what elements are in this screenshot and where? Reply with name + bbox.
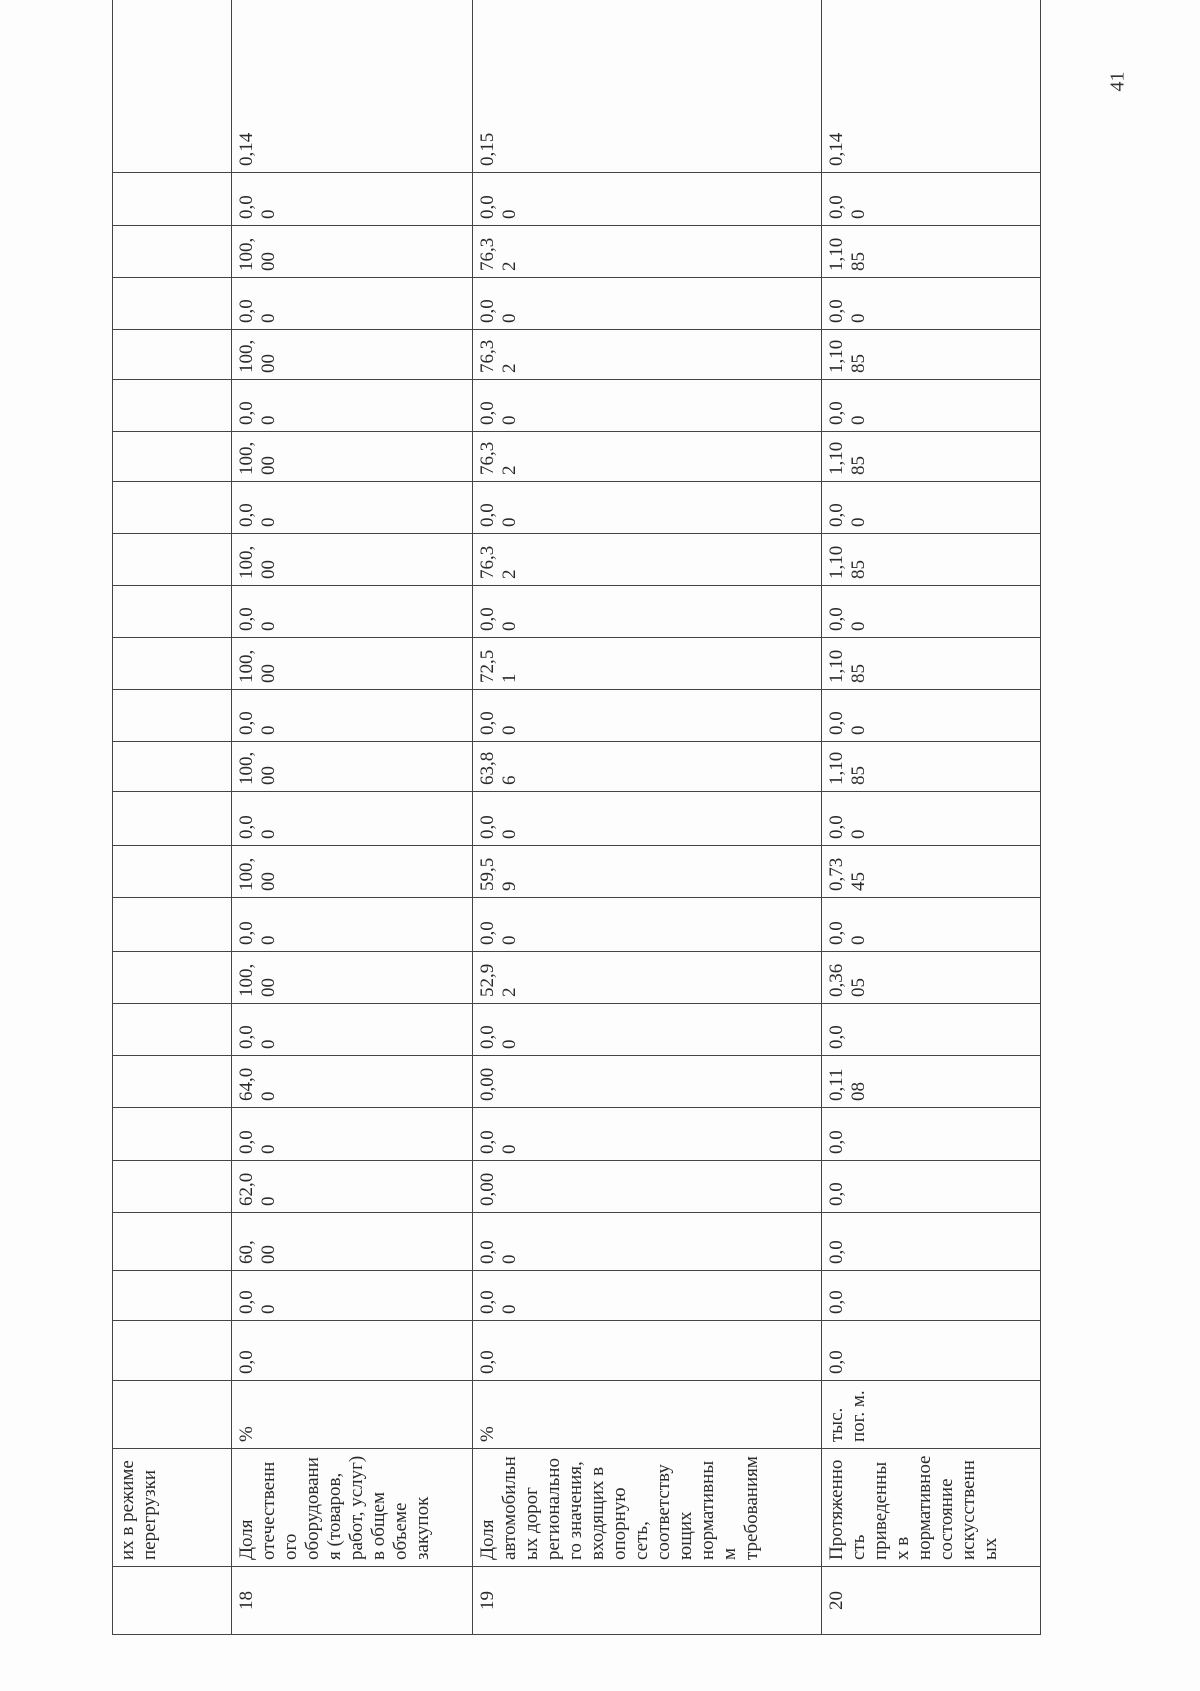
- value-cell: 0,14: [822, 0, 1041, 173]
- values-cell: [113, 1056, 232, 1108]
- value-cell: 59,5 9: [473, 846, 822, 898]
- values-cell: [113, 226, 232, 278]
- value-cell: 0,0 0: [232, 792, 473, 846]
- table-row: [473, 0, 822, 1635]
- values-cell: [113, 380, 232, 432]
- value-cell: 0,0 0: [473, 278, 822, 330]
- value-cell: 0,0 0: [473, 792, 822, 846]
- value-cell: 0,0: [822, 1321, 1041, 1381]
- values-cell: [113, 638, 232, 690]
- value-cell: 0,0: [822, 1271, 1041, 1321]
- value-cell: 0,0: [822, 1161, 1041, 1213]
- value-cell: 0,0: [822, 1004, 1041, 1056]
- value-cell: 0,0 0: [822, 380, 1041, 432]
- values-cell: [113, 1108, 232, 1161]
- value-cell: 0,0 0: [473, 898, 822, 952]
- value-cell: 1,10 85: [822, 638, 1041, 690]
- value-cell: 0,0 0: [232, 586, 473, 638]
- value-cell: 0,0 0: [473, 586, 822, 638]
- value-cell: 0,0 0: [473, 380, 822, 432]
- rotated-table-container: [112, 0, 1041, 1635]
- value-cell: 0,0 0: [822, 173, 1041, 226]
- values-cell: [113, 742, 232, 792]
- row-index-cell: 20: [822, 1567, 1041, 1635]
- values-cell: [113, 690, 232, 742]
- value-cell: 100, 00: [232, 534, 473, 586]
- values-cell: [113, 534, 232, 586]
- value-cell: 0,14: [232, 0, 473, 173]
- unit-cell: тыс. пог. м.: [822, 1381, 1041, 1449]
- page-number: 41: [1106, 71, 1129, 92]
- value-cell: 0,0 0: [232, 278, 473, 330]
- values-cell: [113, 846, 232, 898]
- value-cell: 0,15: [473, 0, 822, 173]
- unit-cell: %: [473, 1381, 822, 1449]
- values-cell: [113, 432, 232, 482]
- value-cell: 0,00: [473, 1161, 822, 1213]
- value-cell: 0,0 0: [822, 586, 1041, 638]
- value-cell: 100, 00: [232, 846, 473, 898]
- value-cell: 0,0 0: [473, 173, 822, 226]
- values-cell: [113, 173, 232, 226]
- values-cell: [113, 278, 232, 330]
- values-cell: [113, 482, 232, 534]
- value-cell: 0,0 0: [822, 898, 1041, 952]
- value-cell: 0,0 0: [232, 1004, 473, 1056]
- values-cell: [113, 898, 232, 952]
- table-row: [822, 0, 1041, 1635]
- value-cell: 100, 00: [232, 226, 473, 278]
- value-cell: 1,10 85: [822, 432, 1041, 482]
- value-cell: 63,8 6: [473, 742, 822, 792]
- value-cell: 100, 00: [232, 432, 473, 482]
- value-cell: 0,0 0: [232, 482, 473, 534]
- value-cell: 0,0 0: [473, 1213, 822, 1271]
- value-cell: 0,0 0: [232, 380, 473, 432]
- value-cell: 100, 00: [232, 330, 473, 380]
- values-cell: [113, 1271, 232, 1321]
- value-cell: 60, 00: [232, 1213, 473, 1271]
- value-cell: 100, 00: [232, 742, 473, 792]
- value-cell: 0,0 0: [473, 1271, 822, 1321]
- row-index-cell: 18: [232, 1567, 473, 1635]
- values-cell: [113, 586, 232, 638]
- value-cell: 0,73 45: [822, 846, 1041, 898]
- index-cell: [113, 1567, 232, 1635]
- value-cell: 0,0 0: [822, 482, 1041, 534]
- value-cell: 0,0: [822, 1108, 1041, 1161]
- value-cell: 1,10 85: [822, 742, 1041, 792]
- value-cell: 1,10 85: [822, 226, 1041, 278]
- value-cell: 0,0 0: [822, 690, 1041, 742]
- value-cell: 0,00: [473, 1056, 822, 1108]
- values-cell: [113, 1004, 232, 1056]
- value-cell: 1,10 85: [822, 534, 1041, 586]
- indicator-name-cell: Протяженность приведенных в нормативное состояние искусственных: [822, 1449, 1041, 1567]
- value-cell: 0,0 0: [822, 278, 1041, 330]
- value-cell: 72,5 1: [473, 638, 822, 690]
- values-cell: [113, 1321, 232, 1381]
- value-cell: 0,0 0: [232, 173, 473, 226]
- table-row: [232, 0, 473, 1635]
- value-cell: 0,0 0: [232, 898, 473, 952]
- unit-cell: %: [232, 1381, 473, 1449]
- values-cell: [113, 952, 232, 1004]
- value-cell: 76,3 2: [473, 226, 822, 278]
- value-cell: 0,0: [822, 1213, 1041, 1271]
- values-cell: [113, 0, 232, 173]
- row-index-cell: 19: [473, 1567, 822, 1635]
- value-cell: 76,3 2: [473, 330, 822, 380]
- values-cell: [113, 330, 232, 380]
- value-cell: 0,0 0: [232, 1271, 473, 1321]
- indicator-name-cell: Доля автомобильных дорог регионального значения, входящих в опорную сеть, соответствующих нормативным требованиям: [473, 1449, 822, 1567]
- value-cell: 0,0 0: [473, 690, 822, 742]
- indicator-name-cell: их в режиме перегрузки: [113, 1449, 232, 1567]
- indicator-name-cell: Доля отечественного оборудования (товаров, работ, услуг) в общем объеме закупок: [232, 1449, 473, 1567]
- value-cell: 100, 00: [232, 638, 473, 690]
- value-cell: 0,0: [473, 1321, 822, 1381]
- value-cell: 0,0 0: [473, 1004, 822, 1056]
- value-cell: 1,10 85: [822, 330, 1041, 380]
- value-cell: 76,3 2: [473, 432, 822, 482]
- value-cell: 0,0 0: [232, 690, 473, 742]
- value-cell: 62,0 0: [232, 1161, 473, 1213]
- unit-cell: [113, 1381, 232, 1449]
- value-cell: 0,0 0: [232, 1108, 473, 1161]
- value-cell: 76,3 2: [473, 534, 822, 586]
- value-cell: 100, 00: [232, 952, 473, 1004]
- indicator-table: [112, 0, 1041, 1635]
- values-cell: [113, 1213, 232, 1271]
- value-cell: 0,0: [232, 1321, 473, 1381]
- values-cell: [113, 792, 232, 846]
- value-cell: 52,9 2: [473, 952, 822, 1004]
- value-cell: 0,0 0: [822, 792, 1041, 846]
- value-cell: 0,0 0: [473, 1108, 822, 1161]
- table-row: [113, 0, 232, 1635]
- values-cell: [113, 1161, 232, 1213]
- value-cell: 0,11 08: [822, 1056, 1041, 1108]
- value-cell: 0,0 0: [473, 482, 822, 534]
- value-cell: 64,0 0: [232, 1056, 473, 1108]
- value-cell: 0,36 05: [822, 952, 1041, 1004]
